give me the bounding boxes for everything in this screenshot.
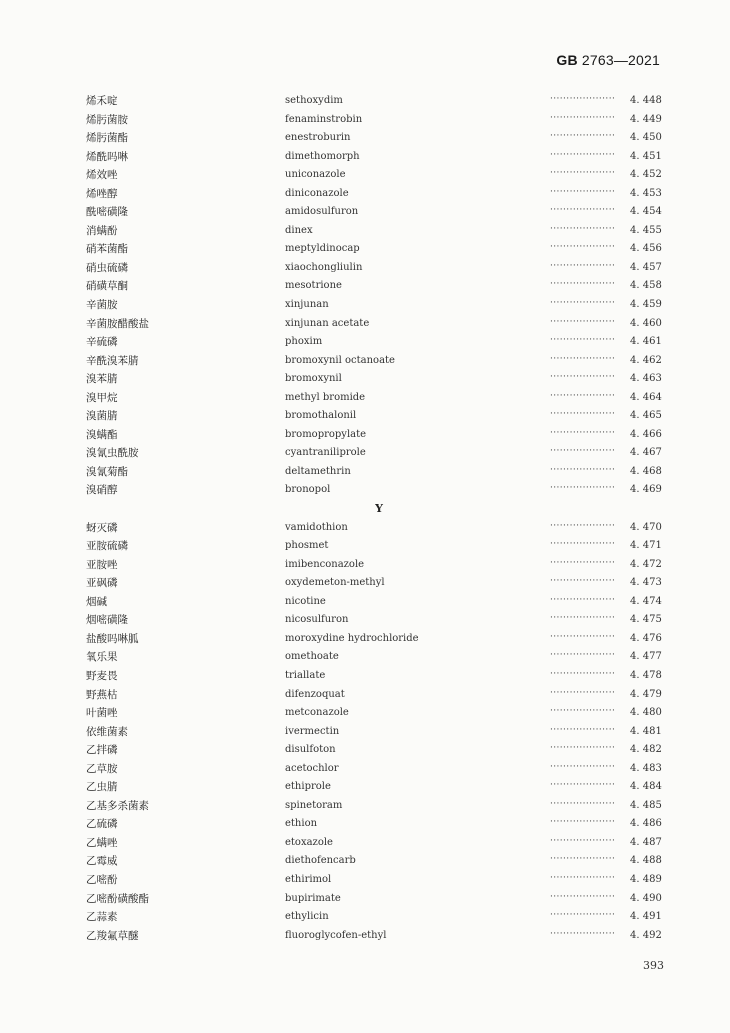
leader-dots: ···················· [550,798,616,809]
index-entry [0,111,730,130]
index-entry [0,741,730,760]
chinese-name: 盐酸吗啉胍 [86,632,139,645]
index-entry [0,315,730,334]
section-number: 4. 458 [630,280,662,292]
index-entry [0,648,730,667]
english-name: nicosulfuron [285,614,349,626]
english-name: phosmet [285,540,329,552]
index-entry [0,203,730,222]
chinese-name: 烯效唑 [86,169,118,182]
section-number: 4. 481 [630,725,662,737]
english-name: deltamethrin [285,465,351,477]
index-entry [0,277,730,296]
section-number: 4. 485 [630,799,662,811]
index-entry [0,352,730,371]
chinese-name: 乙虫腈 [86,781,118,794]
section-number: 4. 450 [630,132,662,144]
english-name: uniconazole [285,169,346,181]
section-number: 4. 474 [630,595,662,607]
english-name: methyl bromide [285,391,366,403]
leader-dots: ···················· [550,539,616,550]
index-entry [0,333,730,352]
chinese-name: 叶菌唑 [86,707,118,720]
section-letter: Y [375,502,383,516]
page-number: 393 [643,959,664,972]
english-name: meptyldinocap [285,243,360,255]
leader-dots: ···················· [550,427,616,438]
section-number: 4. 455 [630,224,662,236]
leader-dots: ···················· [550,817,616,828]
chinese-name: 乙嘧酚 [86,873,118,886]
english-name: sethoxydim [285,95,343,106]
leader-dots: ···················· [550,706,616,717]
index-entry [0,389,730,408]
chinese-name: 溴硝醇 [86,484,118,497]
section-number: 4. 492 [630,929,662,941]
leader-dots: ···················· [550,872,616,883]
chinese-name: 烟嘧磺隆 [86,614,128,627]
section-number: 4. 484 [630,781,662,793]
index-entry [0,370,730,389]
leader-dots: ···················· [550,149,616,160]
section-number: 4. 480 [630,707,662,719]
index-entry [0,148,730,167]
section-number: 4. 473 [630,577,662,589]
leader-dots: ···················· [550,446,616,457]
english-name: enestroburin [285,132,351,144]
section-number: 4. 472 [630,558,662,570]
standard-number: 2763—2021 [581,52,660,68]
leader-dots: ···················· [550,780,616,791]
index-entry [0,852,730,871]
section-number: 4. 487 [630,836,662,848]
chinese-name: 烯唑醇 [86,187,118,200]
chinese-name: 野麦畏 [86,669,118,682]
leader-dots: ···················· [550,316,616,327]
section-number: 4. 456 [630,243,662,255]
chinese-name: 乙硫磷 [86,818,118,831]
section-number: 4. 460 [630,317,662,329]
english-name: mesotrione [285,280,342,292]
english-name: diniconazole [285,187,349,199]
index-entry [0,760,730,779]
chinese-name: 硝磺草酮 [86,280,128,293]
english-name: metconazole [285,707,349,719]
index-entry [0,426,730,445]
index-entry [0,797,730,816]
index-entry [0,185,730,204]
index-entry [0,611,730,630]
leader-dots: ···················· [550,724,616,735]
english-name: bromothalonil [285,410,357,422]
index-entry [0,630,730,649]
section-number: 4. 476 [630,632,662,644]
english-name: bupirimate [285,892,341,904]
section-number: 4. 457 [630,261,662,273]
english-name: fenaminstrobin [285,113,363,125]
chinese-name: 乙螨唑 [86,836,118,849]
section-number: 4. 478 [630,669,662,681]
leader-dots: ···················· [550,483,616,494]
chinese-name: 溴氰虫酰胺 [86,447,139,460]
leader-dots: ···················· [550,761,616,772]
section-number: 4. 469 [630,484,662,496]
english-name: bromoxynil octanoate [285,354,395,366]
section-number: 4. 451 [630,150,662,162]
english-name: ethion [285,818,318,830]
leader-dots: ···················· [550,464,616,475]
index-list [0,92,730,945]
chinese-name: 辛硫磷 [86,336,118,349]
english-name: disulfoton [285,744,336,756]
chinese-name: 烯肟菌胺 [86,113,128,126]
leader-dots: ···················· [550,353,616,364]
chinese-name: 乙羧氟草醚 [86,929,139,942]
index-entry [0,778,730,797]
english-name: xinjunan acetate [285,317,370,329]
section-number: 4. 448 [630,95,662,106]
section-number: 4. 491 [630,911,662,923]
english-name: acetochlor [285,762,339,774]
section-number: 4. 453 [630,187,662,199]
chinese-name: 烯肟菌酯 [86,132,128,145]
index-entry [0,240,730,259]
leader-dots: ···················· [550,168,616,179]
index-entry [0,481,730,500]
index-entry [0,537,730,556]
section-number: 4. 483 [630,762,662,774]
english-name: vamidothion [285,521,348,533]
index-entry [0,704,730,723]
index-entry [0,407,730,426]
chinese-name: 溴菌腈 [86,410,118,423]
chinese-name: 溴苯腈 [86,373,118,386]
leader-dots: ···················· [550,928,616,939]
chinese-name: 烯禾啶 [86,95,118,107]
chinese-name: 乙嘧酚磺酸酯 [86,892,149,905]
chinese-name: 辛酰溴苯腈 [86,354,139,367]
section-number: 4. 454 [630,206,662,218]
chinese-name: 烟碱 [86,595,107,608]
leader-dots: ···················· [550,650,616,661]
english-name: nicotine [285,595,326,607]
english-name: difenzoquat [285,688,345,700]
section-number: 4. 470 [630,521,662,533]
section-number: 4. 466 [630,428,662,440]
leader-dots: ···················· [550,668,616,679]
index-entry [0,815,730,834]
leader-dots: ···················· [550,835,616,846]
index-entry [0,871,730,890]
section-number: 4. 490 [630,892,662,904]
section-number: 4. 477 [630,651,662,663]
leader-dots: ···················· [550,94,616,104]
leader-dots: ···················· [550,242,616,253]
chinese-name: 乙霉威 [86,855,118,868]
index-entry [0,556,730,575]
index-entry [0,927,730,946]
english-name: amidosulfuron [285,206,359,218]
index-entry [0,834,730,853]
section-number: 4. 459 [630,299,662,311]
index-entry [0,444,730,463]
leader-dots: ···················· [550,205,616,216]
english-name: ethiprole [285,781,331,793]
chinese-name: 溴螨酯 [86,428,118,441]
section-number: 4. 462 [630,354,662,366]
section-number: 4. 479 [630,688,662,700]
leader-dots: ···················· [550,260,616,271]
chinese-name: 溴甲烷 [86,391,118,404]
section-number: 4. 482 [630,744,662,756]
index-entry [0,259,730,278]
index-entry [0,92,730,111]
index-entry [0,463,730,482]
english-name: dimethomorph [285,150,360,162]
english-name: oxydemeton-methyl [285,577,385,589]
leader-dots: ···················· [550,891,616,902]
leader-dots: ···················· [550,687,616,698]
index-entry [0,574,730,593]
index-entry [0,166,730,185]
english-name: cyantraniliprole [285,447,366,459]
english-name: bronopol [285,484,331,496]
section-number: 4. 461 [630,336,662,348]
index-entry [0,723,730,742]
english-name: imibenconazole [285,558,365,570]
chinese-name: 亚胺唑 [86,558,118,571]
section-number: 4. 465 [630,410,662,422]
english-name: triallate [285,669,326,681]
section-number: 4. 467 [630,447,662,459]
leader-dots: ···················· [550,743,616,754]
leader-dots: ···················· [550,223,616,234]
leader-dots: ···················· [550,390,616,401]
english-name: fluoroglycofen-ethyl [285,929,387,941]
english-name: moroxydine hydrochloride [285,632,419,644]
english-name: ethirimol [285,873,332,885]
english-name: ivermectin [285,725,340,737]
section-number: 4. 488 [630,855,662,867]
section-number: 4. 452 [630,169,662,181]
index-entry [0,908,730,927]
index-entry [0,296,730,315]
english-name: xinjunan [285,299,329,311]
section-number: 4. 471 [630,540,662,552]
chinese-name: 亚砜磷 [86,577,118,590]
chinese-name: 辛菌胺醋酸盐 [86,317,149,330]
section-number: 4. 464 [630,391,662,403]
leader-dots: ···················· [550,557,616,568]
english-name: bromopropylate [285,428,367,440]
section-number: 4. 486 [630,818,662,830]
chinese-name: 乙基多杀菌素 [86,799,149,812]
english-name: ethylicin [285,911,329,923]
leader-dots: ···················· [550,520,616,531]
english-name: dinex [285,224,313,236]
chinese-name: 硝苯菌酯 [86,243,128,256]
chinese-name: 依维菌素 [86,725,128,738]
leader-dots: ···················· [550,279,616,290]
index-entry [0,686,730,705]
leader-dots: ···················· [550,409,616,420]
section-number: 4. 449 [630,113,662,125]
chinese-name: 亚胺硫磷 [86,540,128,553]
chinese-name: 氧乐果 [86,651,118,664]
standard-prefix: GB [556,52,578,68]
leader-dots: ···················· [550,576,616,587]
chinese-name: 辛菌胺 [86,299,118,312]
index-entry [0,890,730,909]
english-name: phoxim [285,336,323,348]
leader-dots: ···················· [550,372,616,383]
chinese-name: 蚜灭磷 [86,521,118,534]
english-name: spinetoram [285,799,343,811]
chinese-name: 硝虫硫磷 [86,261,128,274]
leader-dots: ···················· [550,854,616,865]
leader-dots: ···················· [550,186,616,197]
leader-dots: ···················· [550,335,616,346]
chinese-name: 野燕枯 [86,688,118,701]
section-number: 4. 489 [630,873,662,885]
english-name: omethoate [285,651,339,663]
english-name: etoxazole [285,836,333,848]
leader-dots: ···················· [550,131,616,142]
index-entry [0,593,730,612]
standard-code [556,52,660,68]
section-number: 4. 468 [630,465,662,477]
chinese-name: 溴氰菊酯 [86,465,128,478]
chinese-name: 乙草胺 [86,762,118,775]
chinese-name: 烯酰吗啉 [86,150,128,163]
index-entry [0,222,730,241]
index-entry [0,129,730,148]
chinese-name: 酰嘧磺隆 [86,206,128,219]
leader-dots: ···················· [550,112,616,123]
chinese-name: 乙蒜素 [86,911,118,924]
english-name: bromoxynil [285,373,342,385]
leader-dots: ···················· [550,298,616,309]
english-name: diethofencarb [285,855,356,867]
index-entry [0,519,730,538]
leader-dots: ···················· [550,910,616,921]
leader-dots: ···················· [550,613,616,624]
chinese-name: 乙拌磷 [86,744,118,757]
leader-dots: ···················· [550,631,616,642]
english-name: xiaochongliulin [285,261,363,273]
leader-dots: ···················· [550,594,616,605]
section-number: 4. 463 [630,373,662,385]
index-entry [0,667,730,686]
chinese-name: 消螨酚 [86,224,118,237]
section-number: 4. 475 [630,614,662,626]
